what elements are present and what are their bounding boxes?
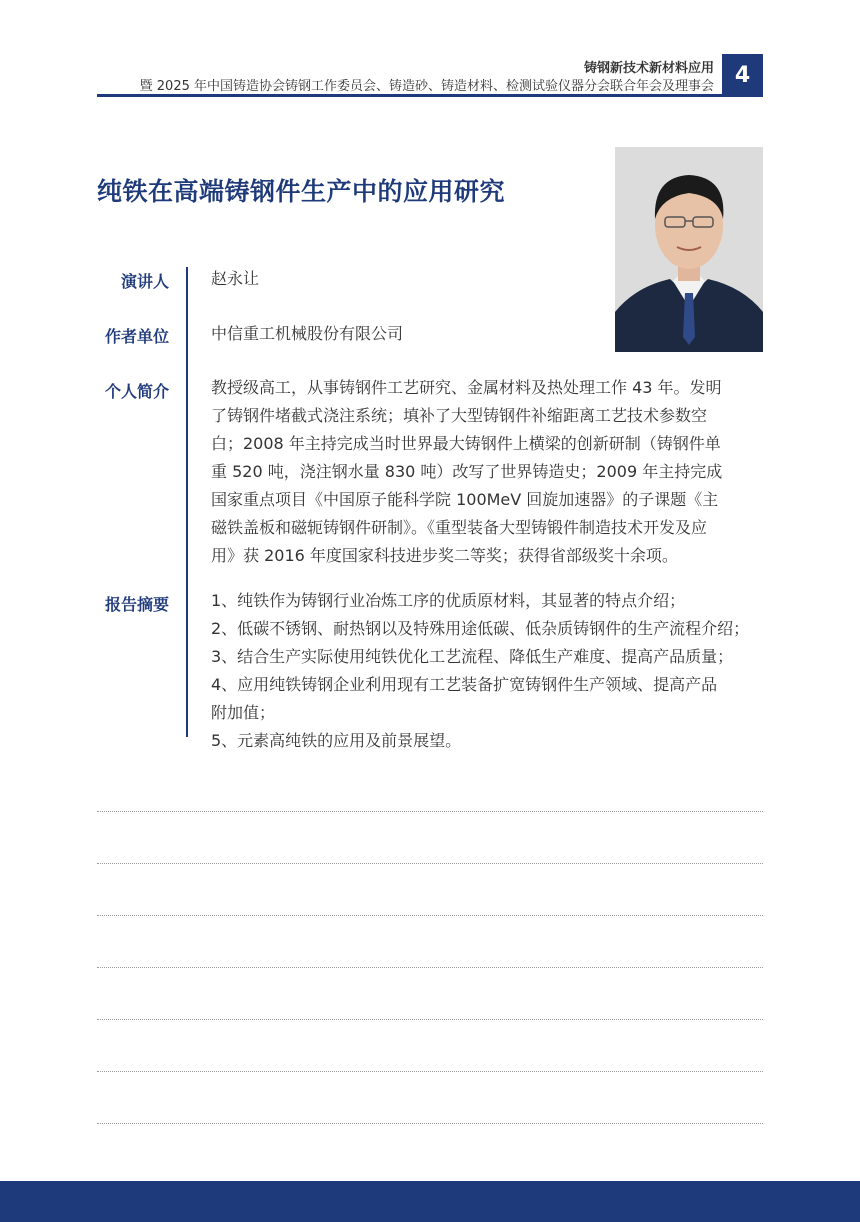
note-line bbox=[97, 1071, 763, 1072]
header-rule bbox=[97, 94, 723, 97]
speaker-label: 演讲人 bbox=[120, 272, 169, 291]
bio-text bbox=[211, 374, 763, 570]
bio-label: 个人简介 bbox=[104, 382, 169, 401]
bio-line: 磁铁盖板和磁轭铸钢件研制》。《重型装备大型铸锻件制造技术开发及应 bbox=[211, 518, 708, 537]
bio-line: 重 520 吨，浇注钢水量 830 吨）改写了世界铸造史；2009 年主持完成 bbox=[211, 462, 723, 481]
bio-line: 了铸钢件堵截式浇注系统；填补了大型铸钢件补缩距离工艺技术参数空 bbox=[211, 406, 708, 425]
footer-band bbox=[0, 1181, 860, 1222]
header-event-title: 暨 2025 年中国铸造协会铸钢工作委员会、铸造砂、铸造材料、检测试验仪器分会联合年会及理事会 bbox=[139, 79, 714, 94]
page-title: 纯铁在高端铸钢件生产中的应用研究 bbox=[97, 177, 506, 206]
speaker-name: 赵永让 bbox=[211, 269, 260, 288]
bio-line: 教授级高工，从事铸钢件工艺研究、金属材料及热处理工作 43 年。发明 bbox=[211, 378, 722, 397]
note-line bbox=[97, 1019, 763, 1020]
bio-line: 用》获 2016 年度国家科技进步奖二等奖；获得省部级奖十余项。 bbox=[211, 546, 678, 565]
abstract-line: 3、结合生产实际使用纯铁优化工艺流程、降低生产难度、提高产品质量； bbox=[211, 647, 734, 666]
abstract-line: 1、纯铁作为铸钢行业冶炼工序的优质原材料，其显著的特点介绍； bbox=[211, 591, 686, 610]
abstract-line: 4、应用纯铁铸钢企业利用现有工艺装备扩宽铸钢件生产领域、提高产品 bbox=[211, 675, 718, 694]
vertical-divider bbox=[186, 267, 188, 737]
affiliation-name: 中信重工机械股份有限公司 bbox=[211, 324, 404, 343]
header-section-title: 铸钢新技术新材料应用 bbox=[583, 61, 714, 76]
abstract-line: 5、元素高纯铁的应用及前景展望。 bbox=[211, 731, 462, 750]
abstract-text bbox=[211, 587, 763, 755]
note-line bbox=[97, 863, 763, 864]
note-line bbox=[97, 811, 763, 812]
note-line bbox=[97, 915, 763, 916]
note-line bbox=[97, 1123, 763, 1124]
abstract-line: 附加值； bbox=[211, 703, 276, 722]
affiliation-label: 作者单位 bbox=[104, 327, 169, 346]
note-line bbox=[97, 967, 763, 968]
abstract-line: 2、低碳不锈钢、耐热钢以及特殊用途低碳、低杂质铸钢件的生产流程介绍； bbox=[211, 619, 750, 638]
abstract-label: 报告摘要 bbox=[104, 595, 169, 614]
bio-line: 白；2008 年主持完成当时世界最大铸钢件上横梁的创新研制（铸钢件单 bbox=[211, 434, 721, 453]
page-number: 4 bbox=[722, 54, 763, 97]
bio-line: 国家重点项目《中国原子能科学院 100MeV 回旋加速器》的子课题《主 bbox=[211, 490, 719, 509]
